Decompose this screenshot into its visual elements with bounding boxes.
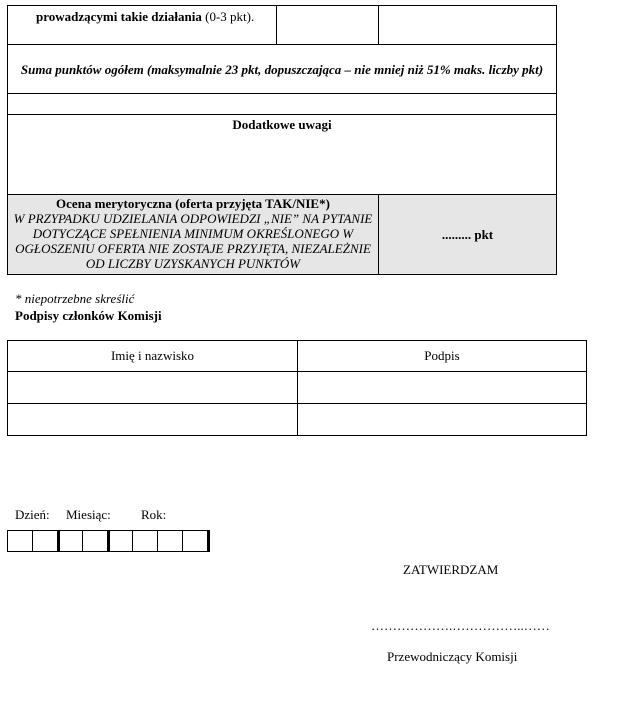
month-digit-1[interactable] <box>57 530 82 552</box>
signature-field-2[interactable] <box>298 404 587 436</box>
empty-row[interactable] <box>8 94 557 115</box>
signatures-label: Podpisy członków Komisji <box>15 308 162 323</box>
criterion-text-points: (0-3 pkt). <box>201 9 255 24</box>
assessment-note: W PRZYPADKU UDZIELANIA ODPOWIEDZI „NIE” NA PYTANIE DOTYCZĄCE SPEŁNIENIA MINIMUM OKREŚLONEGO W OGŁOSZENIU OFERTA NIE ZOSTAJE PRZYJĘTA, NIEZALEŻNIE OD LICZBY UZYSKANYCH PUNKTÓW <box>13 211 373 271</box>
points-cell[interactable] <box>379 195 557 275</box>
sum-row <box>8 45 557 94</box>
month-label: Miesiąc: <box>66 507 111 522</box>
year-digit-2[interactable] <box>132 530 157 552</box>
day-digit-2[interactable] <box>32 530 57 552</box>
criterion-text-bold: prowadzącymi takie działania <box>36 9 202 24</box>
signature-line[interactable]: ……………….……………..…… <box>371 618 550 633</box>
criterion-cell <box>8 6 277 45</box>
name-field-2[interactable] <box>8 404 298 436</box>
approve-label: ZATWIERDZAM <box>403 562 499 577</box>
footnote: * niepotrzebne skreślić <box>15 291 135 306</box>
score-cell-2[interactable] <box>379 6 557 45</box>
signatures-table <box>7 340 587 436</box>
day-label: Dzień: <box>15 507 50 522</box>
assessment-cell <box>8 195 379 275</box>
column-header-signature: Podpis <box>298 341 587 372</box>
year-digit-1[interactable] <box>107 530 132 552</box>
date-boxes <box>7 530 210 552</box>
chair-label: Przewodniczący Komisji <box>387 649 518 664</box>
year-digit-3[interactable] <box>157 530 182 552</box>
signature-field-1[interactable] <box>298 372 587 404</box>
month-digit-2[interactable] <box>82 530 107 552</box>
name-field-1[interactable] <box>8 372 298 404</box>
day-digit-1[interactable] <box>7 530 32 552</box>
remarks-title: Dodatkowe uwagi <box>232 117 332 132</box>
sum-row-text: Suma punktów ogółem (maksymalnie 23 pkt, dopuszczająca – nie mniej niż 51% maks. liczby pkt) <box>20 62 544 77</box>
assessment-title: Ocena merytoryczna (oferta przyjęta TAK/NIE*) <box>56 196 330 211</box>
points-placeholder: ......... pkt <box>441 226 494 242</box>
year-digit-4[interactable] <box>182 530 210 552</box>
remarks-cell[interactable] <box>8 115 557 195</box>
score-cell-1[interactable] <box>277 6 379 45</box>
year-label: Rok: <box>141 507 167 522</box>
column-header-name: Imię i nazwisko <box>8 341 298 372</box>
evaluation-table <box>7 5 557 275</box>
